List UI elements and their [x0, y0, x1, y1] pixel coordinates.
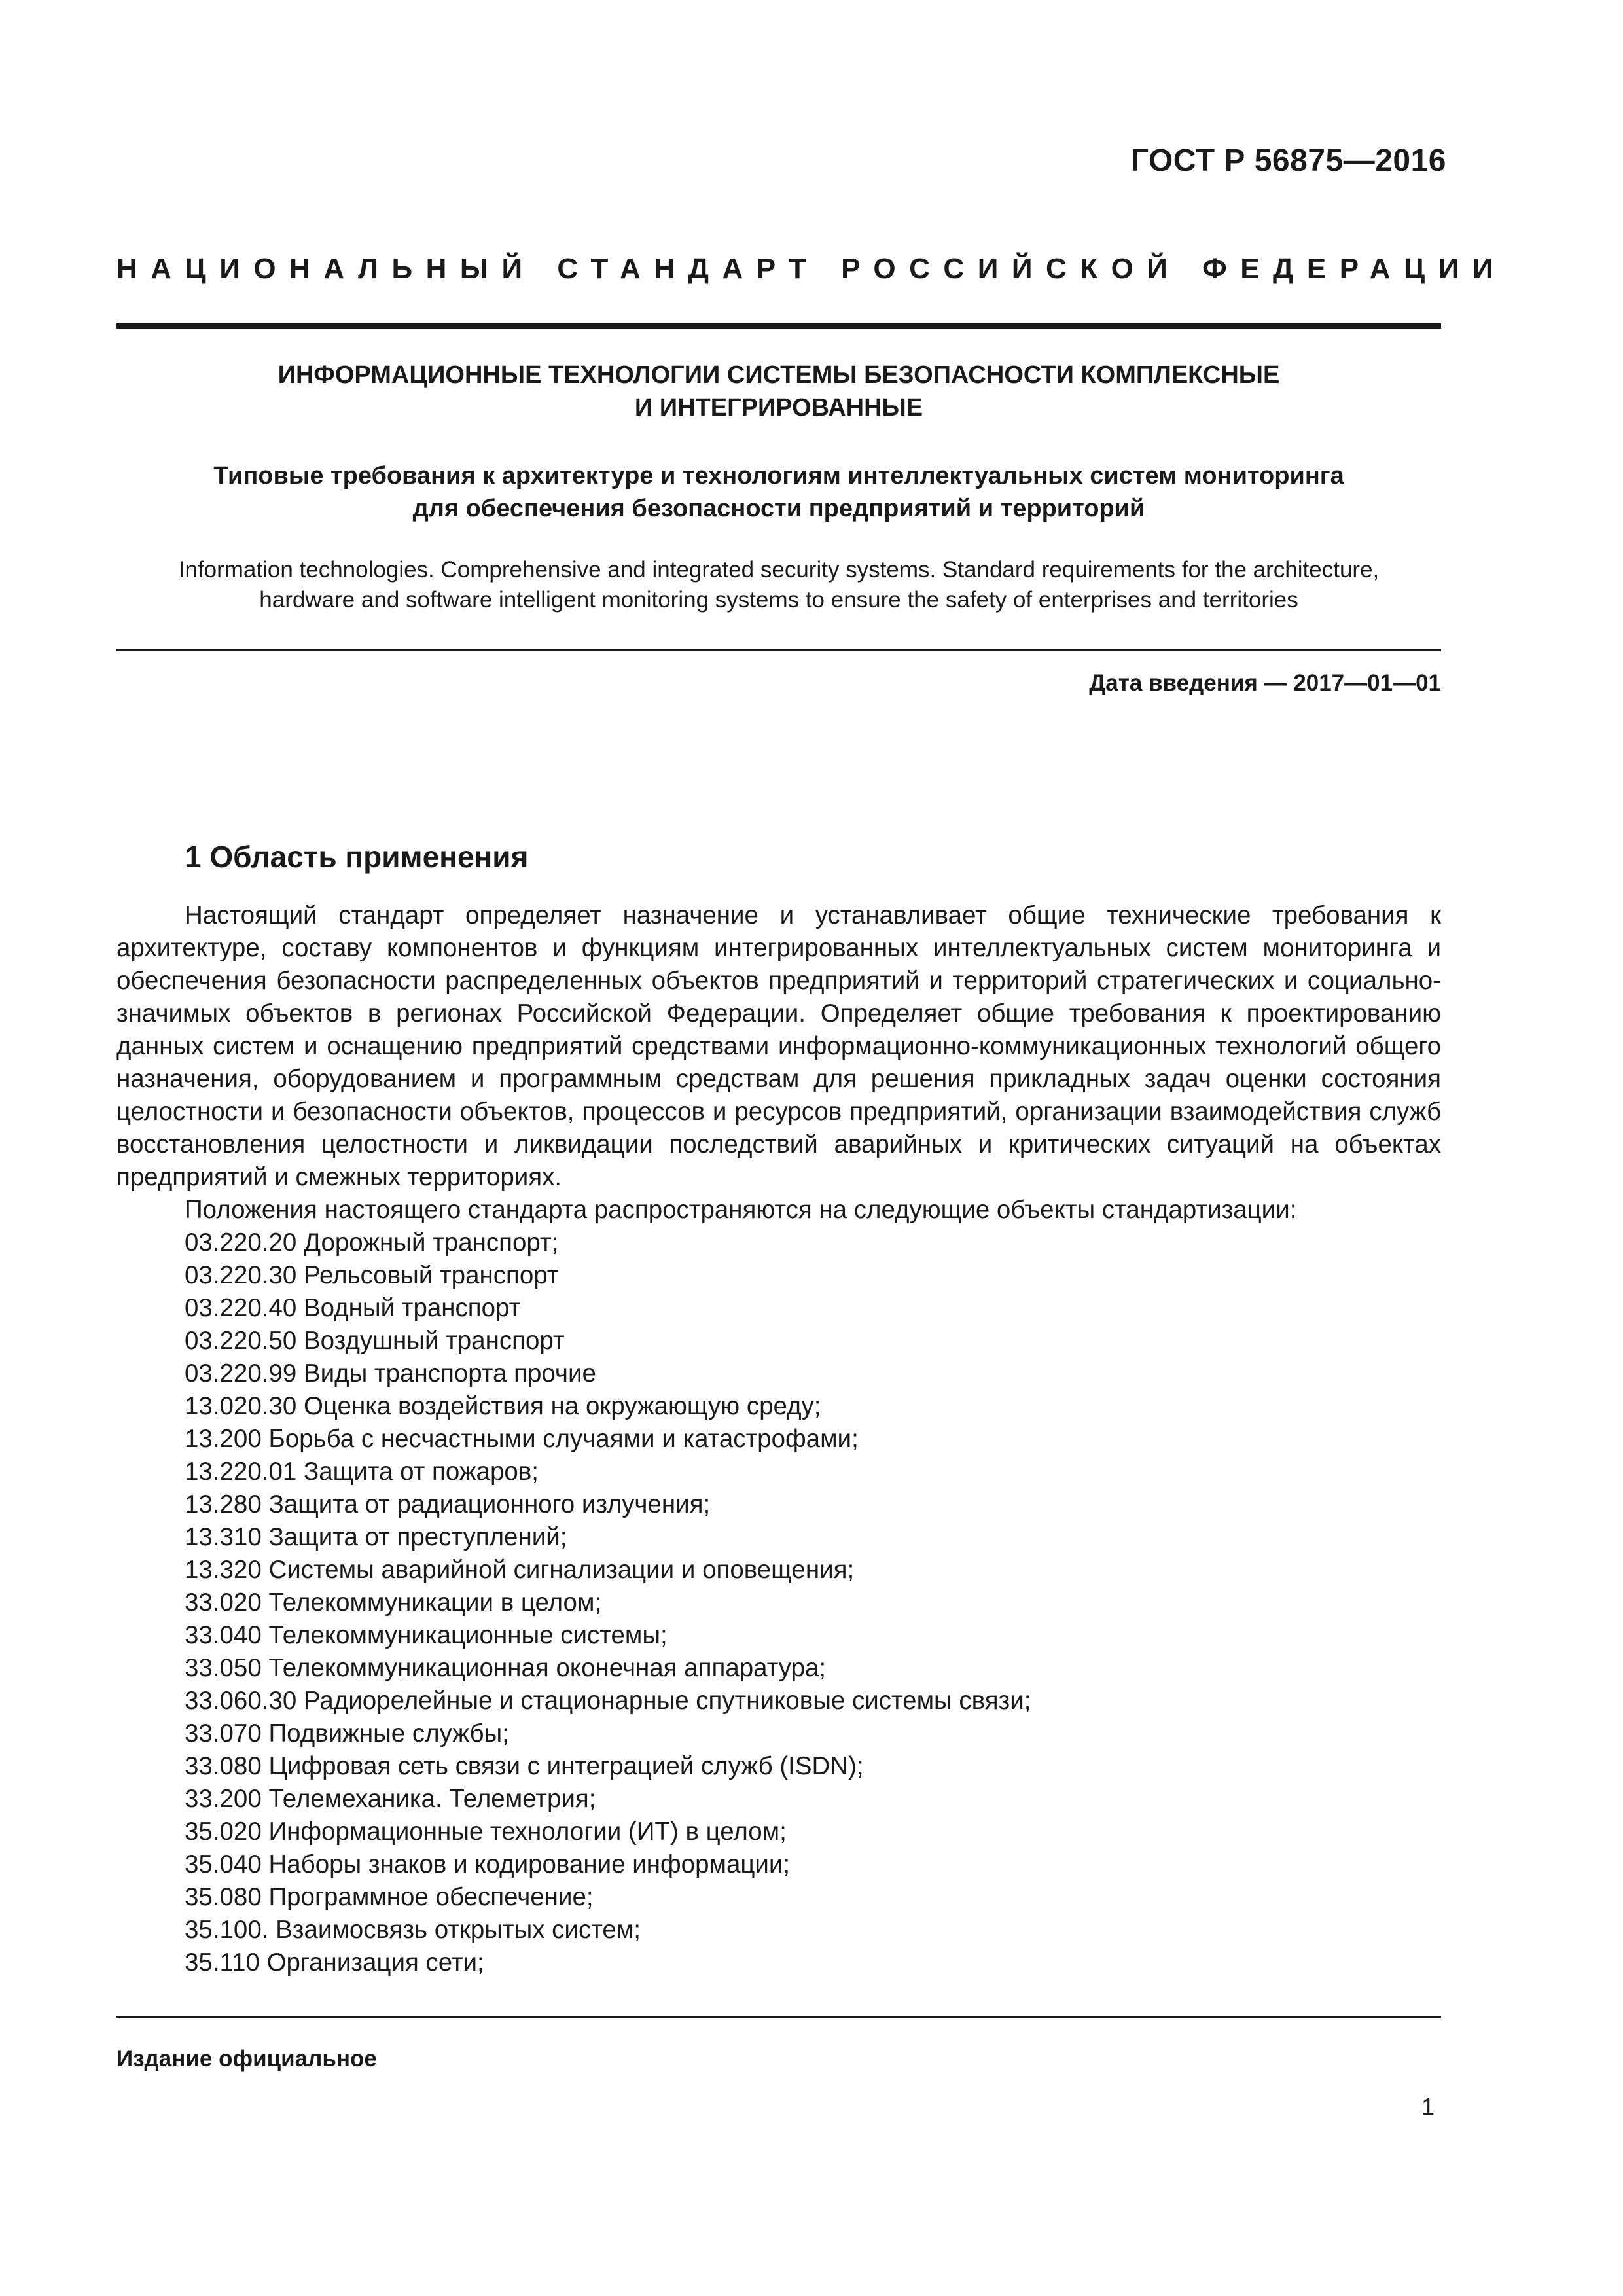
section-heading: 1 Область применения [185, 840, 529, 874]
edition-label: Издание официальное [116, 2046, 377, 2072]
section-body [116, 899, 1441, 1979]
english-title-line-2: hardware and software intelligent monitoring systems to ensure the safety of enterprises and territories [259, 587, 1298, 613]
main-title-line-2: И ИНТЕГРИРОВАННЫЕ [634, 394, 923, 422]
list-item: 03.220.30 Рельсовый транспорт [185, 1261, 559, 1289]
list-item: 35.020 Информационные технологии (ИТ) в целом; [185, 1818, 787, 1846]
subtitle [116, 459, 1441, 525]
footer-divider [116, 2016, 1441, 2018]
list-item: 13.020.30 Оценка воздействия на окружающую среду; [185, 1392, 821, 1420]
list-item: 33.050 Телекоммуникационная оконечная аппаратура; [185, 1654, 827, 1682]
list-item: 35.040 Наборы знаков и кодирование информации; [185, 1850, 791, 1878]
english-title-line-1: Information technologies. Comprehensive and integrated security systems. Standard requirements for the architecture, [178, 557, 1380, 583]
title-divider [116, 649, 1441, 651]
document-number: ГОСТ Р 56875—2016 [1130, 143, 1446, 178]
list-item: 33.200 Телемеханика. Телеметрия; [185, 1785, 596, 1813]
list-item: 35.080 Программное обеспечение; [185, 1883, 594, 1911]
english-title [116, 555, 1441, 615]
subtitle-line-1: Типовые требования к архитектуре и технологиям интеллектуальных систем мониторинга [213, 462, 1344, 490]
list-item: 03.220.20 Дорожный транспорт; [185, 1229, 559, 1257]
national-standard-header: НАЦИОНАЛЬНЫЙ СТАНДАРТ РОССИЙСКОЙ ФЕДЕРАЦИИ [116, 253, 1507, 285]
list-item: 13.280 Защита от радиационного излучения; [185, 1490, 711, 1518]
list-item: 35.100. Взаимосвязь открытых систем; [185, 1916, 641, 1944]
list-item: 13.220.01 Защита от пожаров; [185, 1458, 539, 1486]
list-item: 33.040 Телекоммуникационные системы; [185, 1621, 668, 1649]
list-item: 13.320 Системы аварийной сигнализации и оповещения; [185, 1556, 855, 1584]
scope-paragraph: Настоящий стандарт определяет назначение и устанавливает общие технические требования к архитектуре, составу компонентов и функциям интегрированных интеллектуальных систем мониторинга и обеспечения безопасности распределенных объектов предприятий и территорий стратегических и социально-значимых объектов в регионах Российской Федерации. Определяет общие требования к проектированию данных систем и оснащению предприятий средствами информационно-коммуникационных технологий общего назначения, оборудованием и программным средствам для решения прикладных задач оценки состояния целостности и безопасности объектов, процессов и ресурсов предприятий, организации взаимодействия служб восстановления целостности и ликвидации последствий аварийных и критических ситуаций на объектах предприятий и смежных территориях. [116, 901, 1441, 1191]
standardization-objects-list [116, 1227, 1441, 1979]
effective-date: Дата введения — 2017—01—01 [1089, 670, 1441, 696]
list-item: 33.060.30 Радиорелейные и стационарные спутниковые системы связи; [185, 1687, 1031, 1715]
list-item: 03.220.99 Виды транспорта прочие [185, 1359, 596, 1388]
list-item: 35.110 Организация сети; [185, 1948, 484, 1977]
list-item: 33.080 Цифровая сеть связи с интеграцией служб (ISDN); [185, 1752, 864, 1780]
list-item: 13.200 Борьба с несчастными случаями и катастрофами; [185, 1425, 859, 1453]
main-title-line-1: ИНФОРМАЦИОННЫЕ ТЕХНОЛОГИИ СИСТЕМЫ БЕЗОПАСНОСТИ КОМПЛЕКСНЫЕ [277, 361, 1280, 389]
list-item: 03.220.40 Водный транспорт [185, 1294, 521, 1322]
header-divider [116, 323, 1441, 329]
subtitle-line-2: для обеспечения безопасности предприятий и территорий [412, 495, 1145, 522]
list-item: 03.220.50 Воздушный транспорт [185, 1327, 565, 1355]
list-item: 33.020 Телекоммуникации в целом; [185, 1588, 602, 1617]
list-item: 33.070 Подвижные службы; [185, 1719, 509, 1748]
objects-intro-paragraph: Положения настоящего стандарта распространяются на следующие объекты стандартизации: [185, 1196, 1297, 1224]
list-item: 13.310 Защита от преступлений; [185, 1523, 567, 1551]
main-title [116, 359, 1441, 424]
page-number: 1 [1421, 2093, 1435, 2120]
